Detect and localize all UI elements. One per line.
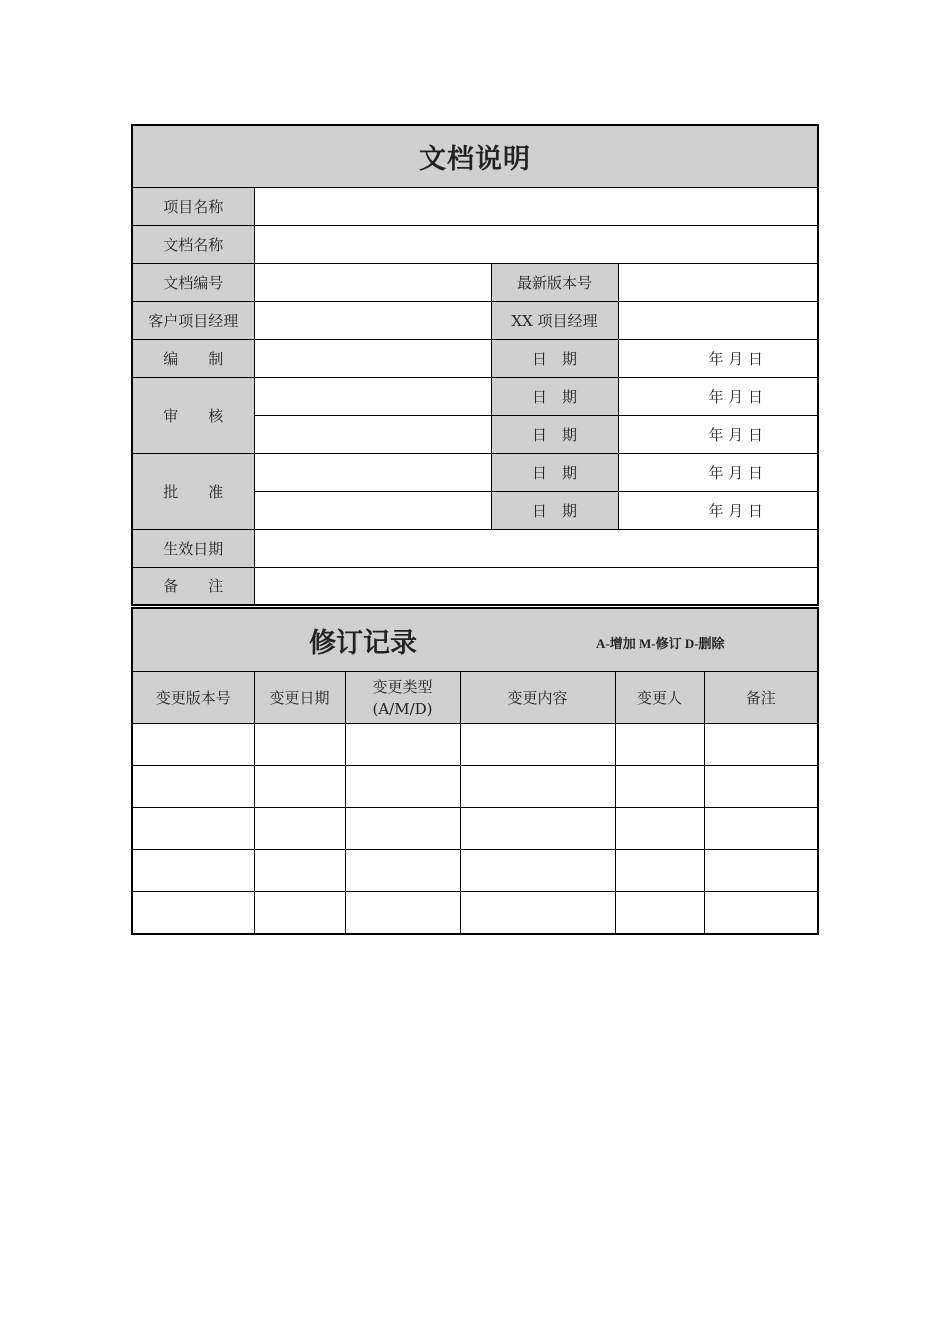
revision-cell-date[interactable] bbox=[254, 850, 345, 892]
col-header-change-type-line2: (A/M/D) bbox=[372, 699, 433, 718]
document-info-title: 文档说明 bbox=[132, 125, 818, 187]
revision-cell-date[interactable] bbox=[254, 766, 345, 808]
col-header-remarks: 备注 bbox=[704, 672, 818, 724]
approve-label: 批 准 bbox=[132, 453, 254, 529]
prepared-label: 编 制 bbox=[132, 339, 254, 377]
revision-cell-remarks[interactable] bbox=[704, 724, 818, 766]
doc-number-label: 文档编号 bbox=[132, 263, 254, 301]
revision-cell-date[interactable] bbox=[254, 724, 345, 766]
revision-cell-content[interactable] bbox=[460, 766, 615, 808]
table-row bbox=[132, 850, 818, 892]
col-header-changer: 变更人 bbox=[615, 672, 704, 724]
revision-cell-content[interactable] bbox=[460, 724, 615, 766]
client-pm-field[interactable] bbox=[254, 301, 491, 339]
latest-version-field[interactable] bbox=[618, 263, 818, 301]
revision-record-table bbox=[131, 607, 819, 935]
approve-date-label-2: 日 期 bbox=[491, 491, 618, 529]
table-row bbox=[132, 892, 818, 934]
revision-cell-changer[interactable] bbox=[615, 808, 704, 850]
revision-cell-version[interactable] bbox=[132, 850, 254, 892]
doc-name-label: 文档名称 bbox=[132, 225, 254, 263]
col-header-change-type bbox=[345, 672, 460, 724]
review-date-label-1: 日 期 bbox=[491, 377, 618, 415]
revision-cell-changer[interactable] bbox=[615, 766, 704, 808]
project-name-label: 项目名称 bbox=[132, 187, 254, 225]
revision-cell-change-type[interactable] bbox=[345, 724, 460, 766]
revision-cell-remarks[interactable] bbox=[704, 892, 818, 934]
approve-field-2[interactable] bbox=[254, 491, 491, 529]
revision-title: 修订记录 bbox=[309, 628, 417, 659]
remarks-label: 备 注 bbox=[132, 567, 254, 605]
project-name-field[interactable] bbox=[254, 187, 818, 225]
revision-cell-version[interactable] bbox=[132, 766, 254, 808]
xx-pm-label: XX 项目经理 bbox=[491, 301, 618, 339]
revision-cell-remarks[interactable] bbox=[704, 766, 818, 808]
approve-field-1[interactable] bbox=[254, 453, 491, 491]
remarks-field[interactable] bbox=[254, 567, 818, 605]
review-field-2[interactable] bbox=[254, 415, 491, 453]
review-field-1[interactable] bbox=[254, 377, 491, 415]
table-row bbox=[132, 766, 818, 808]
col-header-content: 变更内容 bbox=[460, 672, 615, 724]
approve-date-field-1[interactable]: 年 月 日 bbox=[618, 453, 818, 491]
revision-cell-change-type[interactable] bbox=[345, 766, 460, 808]
col-header-change-type-line1: 变更类型 bbox=[372, 677, 433, 696]
revision-cell-changer[interactable] bbox=[615, 724, 704, 766]
approve-date-field-2[interactable]: 年 月 日 bbox=[618, 491, 818, 529]
table-row bbox=[132, 808, 818, 850]
table-row bbox=[132, 724, 818, 766]
effective-date-label: 生效日期 bbox=[132, 529, 254, 567]
prepared-date-label: 日 期 bbox=[491, 339, 618, 377]
document-info-table bbox=[131, 124, 819, 606]
revision-cell-date[interactable] bbox=[254, 892, 345, 934]
review-date-field-2[interactable]: 年 月 日 bbox=[618, 415, 818, 453]
latest-version-label: 最新版本号 bbox=[491, 263, 618, 301]
col-header-date: 变更日期 bbox=[254, 672, 345, 724]
revision-cell-remarks[interactable] bbox=[704, 850, 818, 892]
revision-column-headers bbox=[132, 672, 818, 724]
review-label: 审 核 bbox=[132, 377, 254, 453]
review-date-field-1[interactable]: 年 月 日 bbox=[618, 377, 818, 415]
revision-cell-change-type[interactable] bbox=[345, 850, 460, 892]
prepared-field[interactable] bbox=[254, 339, 491, 377]
revision-legend: A-增加 M-修订 D-删除 bbox=[596, 636, 725, 651]
revision-cell-date[interactable] bbox=[254, 808, 345, 850]
review-date-label-2: 日 期 bbox=[491, 415, 618, 453]
revision-cell-change-type[interactable] bbox=[345, 892, 460, 934]
xx-pm-field[interactable] bbox=[618, 301, 818, 339]
revision-cell-version[interactable] bbox=[132, 892, 254, 934]
approve-date-label-1: 日 期 bbox=[491, 453, 618, 491]
revision-cell-content[interactable] bbox=[460, 850, 615, 892]
revision-cell-changer[interactable] bbox=[615, 892, 704, 934]
revision-cell-content[interactable] bbox=[460, 892, 615, 934]
doc-number-field[interactable] bbox=[254, 263, 491, 301]
effective-date-field[interactable] bbox=[254, 529, 818, 567]
revision-cell-version[interactable] bbox=[132, 808, 254, 850]
revision-cell-content[interactable] bbox=[460, 808, 615, 850]
revision-cell-changer[interactable] bbox=[615, 850, 704, 892]
revision-cell-change-type[interactable] bbox=[345, 808, 460, 850]
revision-cell-remarks[interactable] bbox=[704, 808, 818, 850]
client-pm-label: 客户项目经理 bbox=[132, 301, 254, 339]
doc-name-field[interactable] bbox=[254, 225, 818, 263]
prepared-date-field[interactable]: 年 月 日 bbox=[618, 339, 818, 377]
col-header-version: 变更版本号 bbox=[132, 672, 254, 724]
revision-header bbox=[132, 608, 818, 672]
revision-cell-version[interactable] bbox=[132, 724, 254, 766]
